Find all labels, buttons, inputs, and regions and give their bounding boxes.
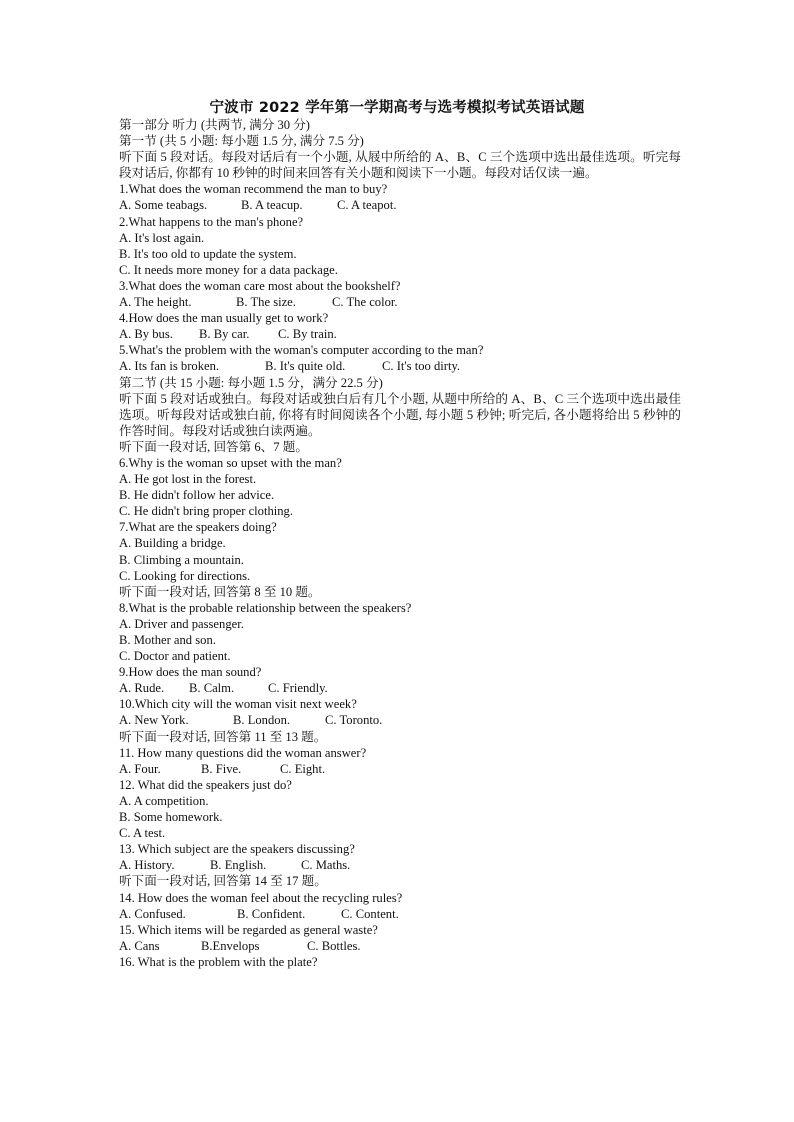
answer-option: A. Driver and passenger. <box>119 616 244 631</box>
answer-options-row <box>119 326 681 342</box>
answer-option: C. Toronto. <box>325 713 383 728</box>
group-intro: 听下面一段对话, 回答第 14 至 17 题。 <box>119 874 327 889</box>
answer-option: B.Envelops <box>201 938 260 953</box>
answer-option: C. By train. <box>278 327 337 342</box>
answer-option: B. It's quite old. <box>265 359 346 374</box>
answer-option: C. He didn't bring proper clothing. <box>119 504 294 519</box>
answer-option: B. Confident. <box>237 906 306 921</box>
answer-option: B. By car. <box>199 327 250 342</box>
question-text: 16. What is the problem with the plate? <box>119 954 318 969</box>
answer-option: A. New York. <box>119 713 189 728</box>
answer-option: B. He didn't follow her advice. <box>119 488 275 503</box>
answer-option: B. Five. <box>201 761 242 776</box>
answer-option: A. Some teabags. <box>119 198 208 213</box>
answer-option: B. English. <box>210 858 267 873</box>
group-intro: 听下面一段对话, 回答第 11 至 13 题。 <box>119 729 327 744</box>
answer-options-row <box>119 712 681 728</box>
answer-option: C. The color. <box>332 295 398 310</box>
answer-option: A. He got lost in the forest. <box>119 472 257 487</box>
question-text: 12. What did the speakers just do? <box>119 777 292 792</box>
answer-options-row <box>119 680 681 696</box>
answer-option: C. Looking for directions. <box>119 568 251 583</box>
answer-option: B. Mother and son. <box>119 633 216 647</box>
answer-options-row <box>119 358 681 374</box>
answer-option: C. A teapot. <box>337 198 397 213</box>
answer-option: C. Doctor and patient. <box>119 649 231 664</box>
question-text: 1.What does the woman recommend the man to buy? <box>119 182 388 197</box>
section-heading: 第一节 (共 5 小题: 每小题 1.5 分, 满分 7.5 分) <box>119 134 364 149</box>
answer-option: A. Rude. <box>119 681 165 696</box>
question-text: 6.Why is the woman so upset with the man? <box>119 455 342 470</box>
answer-option: B. The size. <box>236 295 296 310</box>
answer-option: A. Confused. <box>119 906 186 921</box>
answer-options-row <box>119 197 681 213</box>
answer-option: B. Climbing a mountain. <box>119 552 244 567</box>
answer-options-row <box>119 857 681 873</box>
question-text: 15. Which items will be regarded as general waste? <box>119 922 378 937</box>
group-intro: 听下面一段对话, 回答第 6、7 题。 <box>119 439 308 454</box>
section-instruction: 听下面 5 段对话或独白。每段对话或独白后有几个小题, 从题中所给的 A、B、C 三个选项中选出最佳选项。听每段对话或独白前, 你将有时间阅读各个小题, 每小题 5 秒钟; 听完后, 各小题将给出 5 秒钟的作答时间。每段对话或独白读两遍。 <box>119 391 681 438</box>
exam-content <box>119 117 681 970</box>
question-text: 5.What's the problem with the woman's computer according to the man? <box>119 343 484 358</box>
question-text: 3.What does the woman care most about the bookshelf? <box>119 278 401 293</box>
answer-option: A. Cans <box>119 938 160 953</box>
answer-option: A. Building a bridge. <box>119 536 226 551</box>
question-text: 2.What happens to the man's phone? <box>119 214 304 229</box>
answer-option: C. It's too dirty. <box>382 359 461 374</box>
answer-options-row <box>119 906 681 922</box>
answer-option: C. Friendly. <box>268 681 328 696</box>
question-text: 13. Which subject are the speakers discussing? <box>119 842 355 857</box>
section-1-questions <box>119 181 681 374</box>
answer-options-row <box>119 761 681 777</box>
answer-option: A. History. <box>119 858 175 873</box>
page-title: 宁波市 2022 学年第一学期高考与选考模拟考试英语试题 <box>209 100 585 116</box>
answer-option: A. A competition. <box>119 793 209 808</box>
answer-options-row <box>119 294 681 310</box>
section-heading: 第二节 (共 15 小题: 每小题 1.5 分，满分 22.5 分) <box>119 375 383 390</box>
answer-option: C. Eight. <box>280 761 326 776</box>
answer-option: B. Calm. <box>189 681 235 696</box>
question-text: 8.What is the probable relationship between the speakers? <box>119 600 412 615</box>
group-intro: 听下面一段对话, 回答第 8 至 10 题。 <box>119 584 321 599</box>
answer-option: A. The height. <box>119 295 192 310</box>
answer-option: A. It's lost again. <box>119 230 205 245</box>
answer-option: B. It's too old to update the system. <box>119 246 297 261</box>
answer-option: B. London. <box>233 713 291 728</box>
answer-option: A. Four. <box>119 761 161 776</box>
question-text: 9.How does the man sound? <box>119 665 262 680</box>
section-instruction: 听下面 5 段对话。每段对话后有一个小题, 从屐中所给的 A、B、C 三个选项中选出最佳选项。听完每段对话后, 你都有 10 秒钟的时间来回答有关小题和阅读下一小题。每段对话仅读一遍。 <box>119 150 681 181</box>
answer-option: B. A teacup. <box>241 198 303 213</box>
question-text: 14. How does the woman feel about the recycling rules? <box>119 890 403 905</box>
question-text: 7.What are the speakers doing? <box>119 520 277 535</box>
section-2-questions <box>119 439 681 970</box>
answer-options-row <box>119 938 681 954</box>
answer-option: C. It needs more money for a data package. <box>119 262 338 277</box>
answer-option: A. By bus. <box>119 327 173 342</box>
answer-option: C. Content. <box>341 906 399 921</box>
answer-option: C. Maths. <box>301 858 351 873</box>
answer-option: B. Some homework. <box>119 810 223 825</box>
question-text: 4.How does the man usually get to work? <box>119 311 329 326</box>
part-heading: 第一部分 听力 (共两节, 满分 30 分) <box>119 118 310 132</box>
answer-option: C. Bottles. <box>307 938 361 953</box>
answer-option: C. A test. <box>119 826 166 841</box>
question-text: 10.Which city will the woman visit next week? <box>119 697 357 712</box>
question-text: 11. How many questions did the woman answer? <box>119 745 367 760</box>
answer-option: A. Its fan is broken. <box>119 359 220 374</box>
